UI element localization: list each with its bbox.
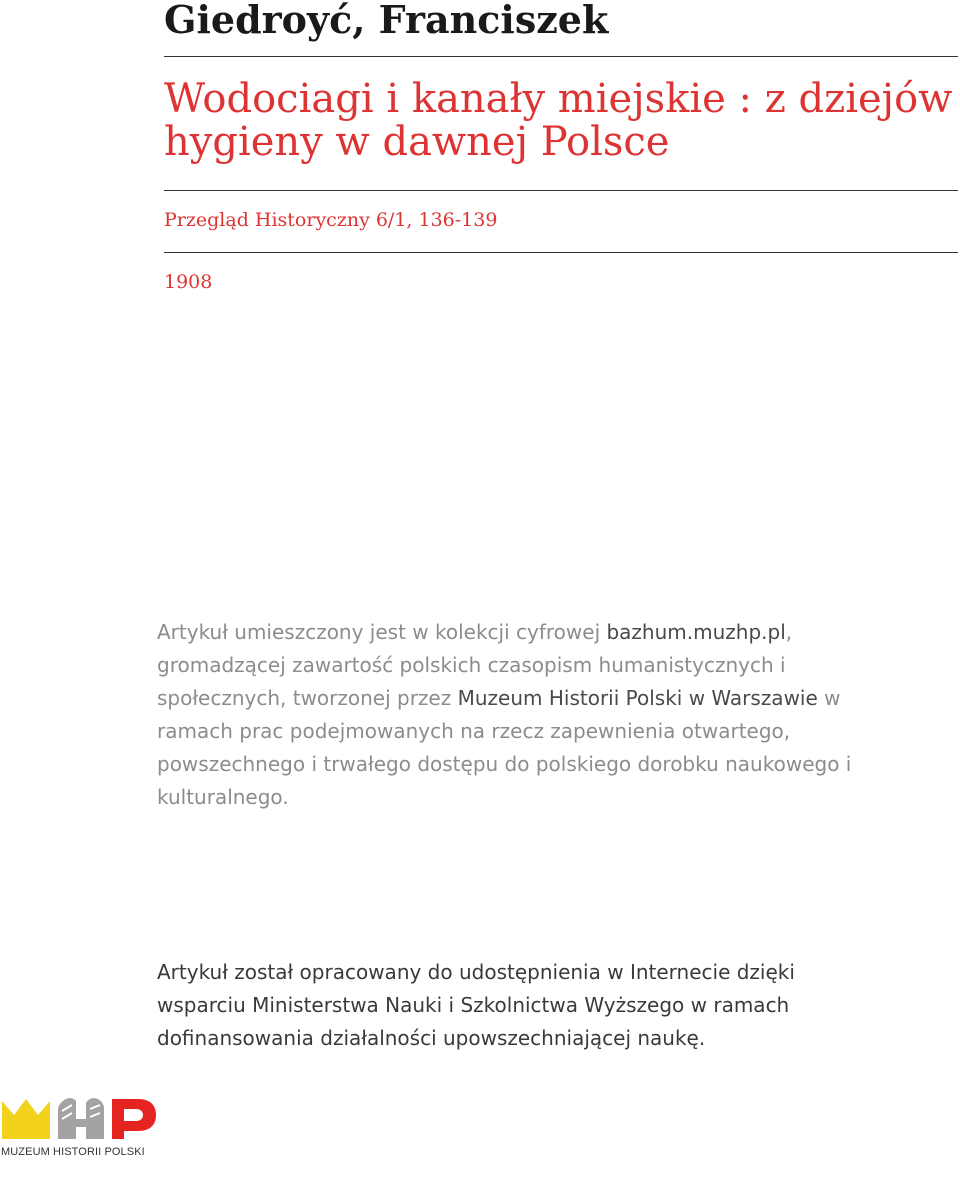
logo-p-shape — [112, 1099, 156, 1139]
publication-year: 1908 — [164, 271, 213, 293]
museum-logo-icon — [0, 1093, 160, 1145]
collection-link[interactable]: bazhum.muzhp.pl — [606, 620, 786, 644]
divider-top — [164, 56, 958, 57]
collection-notice — [157, 616, 887, 814]
museum-logo — [0, 1093, 160, 1163]
notice-text-3: w ramach prac podejmowanych na rzecz zapewnienia otwartego, powszechnego i trwałego dostępu do polskiego dorobku naukowego i kulturalnego. — [157, 686, 852, 809]
author-name: Giedroyć, Franciszek — [164, 0, 609, 42]
notice-text-1: Artykuł umieszczony jest w kolekcji cyfrowej — [157, 620, 607, 644]
funding-notice: Artykuł został opracowany do udostępnienia w Internecie dzięki wsparciu Ministerstwa Nauki i Szkolnictwa Wyższego w ramach dofinansowania działalności upowszechniającej naukę. — [157, 960, 795, 1050]
logo-m-shape — [2, 1099, 50, 1139]
journal-source: Przegląd Historyczny 6/1, 136-139 — [164, 209, 498, 231]
logo-h-shape — [58, 1098, 104, 1139]
logo-caption: MUZEUM HISTORII POLSKI — [1, 1146, 145, 1158]
article-title: Wodociagi i kanały miejskie : z dziejów hygieny w dawnej Polsce — [164, 76, 953, 165]
museum-name: Muzeum Historii Polski w Warszawie — [457, 686, 818, 710]
divider-middle — [164, 190, 958, 191]
notice-text-2: , gromadzącej zawartość polskich czasopism humanistycznych i społecznych, tworzonej przez — [157, 620, 793, 710]
divider-bottom — [164, 252, 958, 253]
